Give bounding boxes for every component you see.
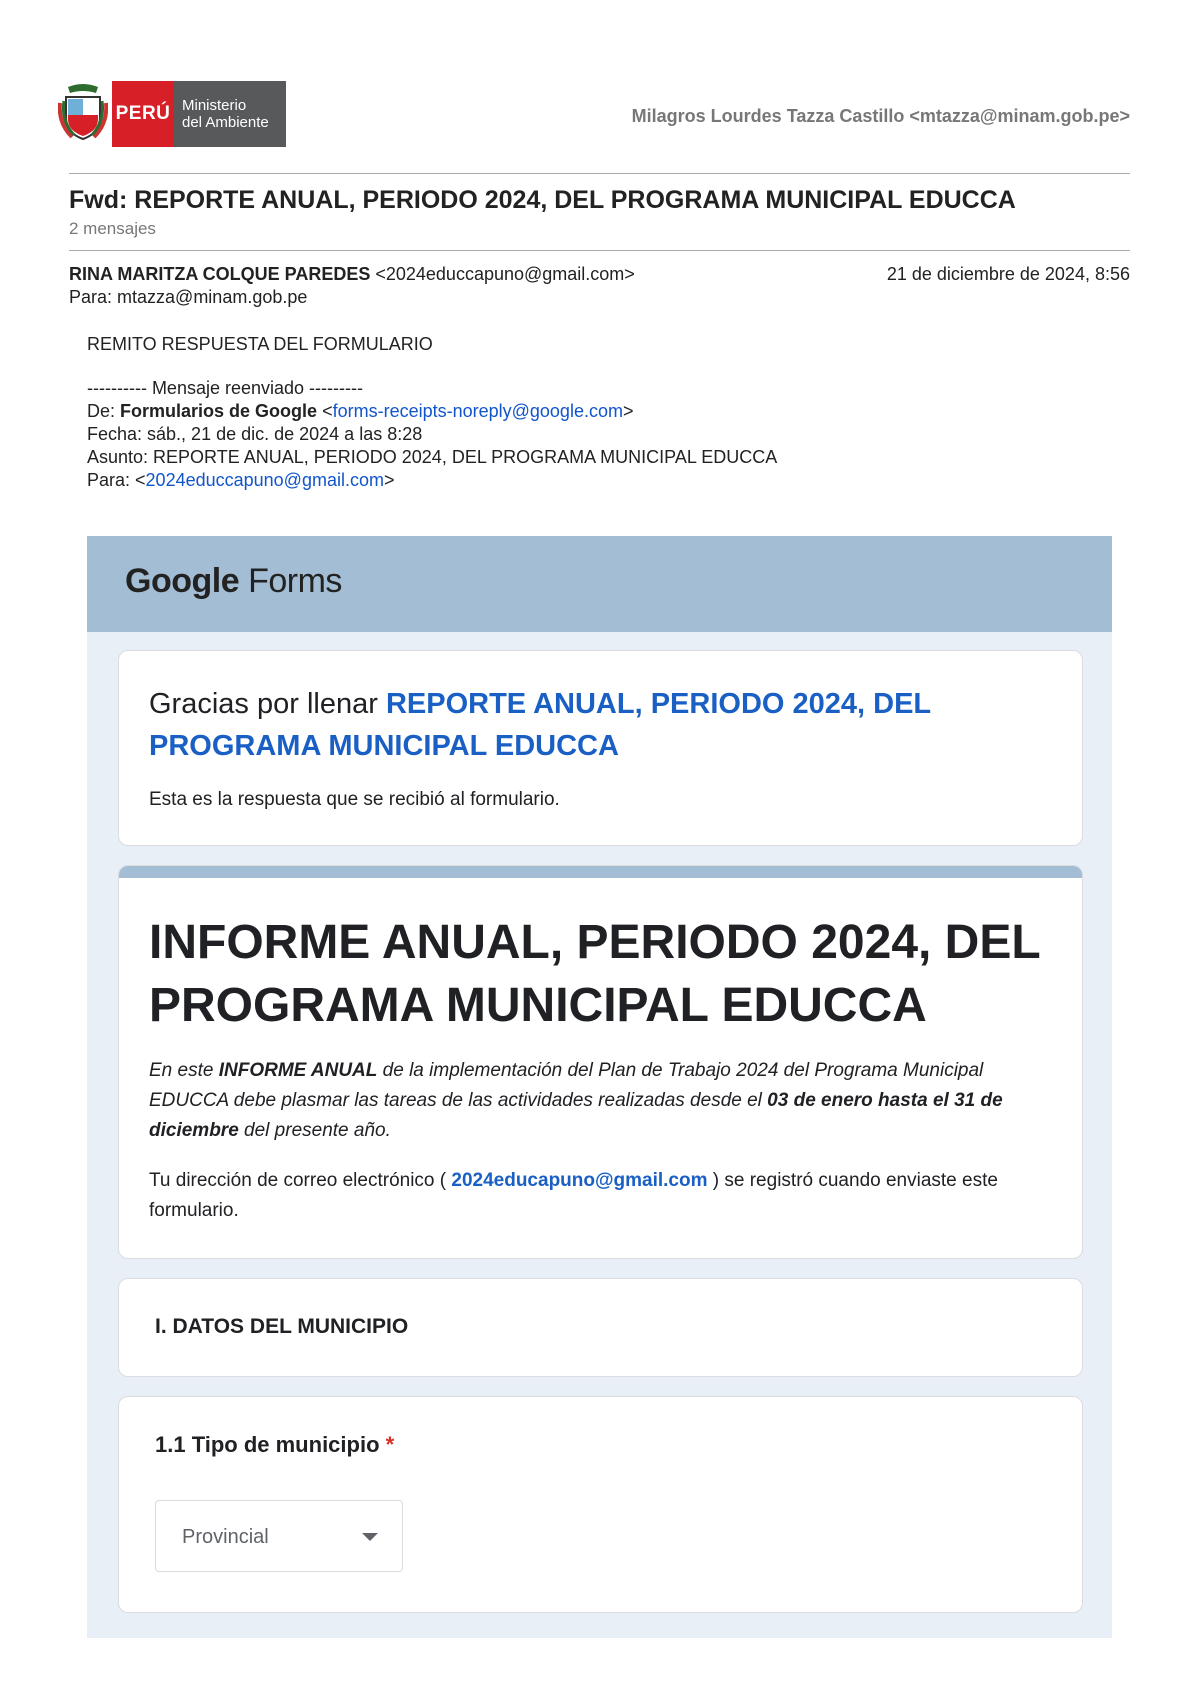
- fwd-to: Para: <2024educcapuno@gmail.com>: [87, 470, 395, 490]
- fwd-header: ---------- Mensaje reenviado ---------: [87, 378, 363, 398]
- fwd-from: De: Formularios de Google <forms-receipts-noreply@google.com>: [87, 401, 634, 421]
- from-name: RINA MARITZA COLQUE PAREDES: [69, 264, 371, 284]
- logo-ministry-line2: del Ambiente: [182, 114, 269, 131]
- email-suffix: ) se registró cuando enviaste este formulario.: [149, 1170, 998, 1221]
- select-value: Provincial: [182, 1526, 269, 1548]
- logo-ministry-line1: Ministerio: [182, 97, 247, 114]
- thread-subject: Fwd: REPORTE ANUAL, PERIODO 2024, DEL PROGRAMA MUNICIPAL EDUCCA: [69, 186, 1016, 214]
- fwd-to-email-link[interactable]: 2024educcapuno@gmail.com: [145, 470, 384, 490]
- form-name-link[interactable]: REPORTE ANUAL, PERIODO 2024, DEL PROGRAMA MUNICIPAL EDUCCA: [149, 688, 931, 762]
- fwd-from-email-link[interactable]: forms-receipts-noreply@google.com: [332, 401, 623, 421]
- peru-crest-icon: [58, 83, 108, 145]
- logo-ministry: [174, 81, 286, 147]
- thanks-card: [118, 650, 1083, 846]
- logo-country: PERÚ: [112, 81, 174, 147]
- email-prefix: Tu dirección de correo electrónico (: [149, 1170, 452, 1191]
- question-title: [155, 1432, 394, 1458]
- form-title-card: [118, 865, 1083, 1259]
- desc-part: de la implementación del Plan de Trabajo 2024 del Programa Municipal EDUCCA debe plasmar las tareas de las actividades realizadas desde el: [149, 1060, 984, 1111]
- desc-bold: 03 de enero hasta el 31 de diciembre: [149, 1090, 1003, 1141]
- fwd-to-label: Para:: [87, 470, 131, 490]
- recorded-email: 2024educapuno@gmail.com: [451, 1170, 708, 1191]
- desc-part: En este: [149, 1060, 219, 1081]
- message-body-line: REMITO RESPUESTA DEL FORMULARIO: [87, 334, 433, 354]
- section-card: [118, 1278, 1083, 1377]
- fwd-subject: Asunto: REPORTE ANUAL, PERIODO 2024, DEL PROGRAMA MUNICIPAL EDUCCA: [87, 447, 778, 467]
- thanks-text: [149, 683, 1029, 767]
- from-email: <2024educcapuno@gmail.com>: [375, 264, 635, 284]
- form-description: [149, 1056, 1029, 1146]
- account-name: Milagros Lourdes Tazza Castillo <mtazza@minam.gob.pe>: [631, 106, 1130, 126]
- required-mark: *: [385, 1432, 395, 1457]
- form-title: INFORME ANUAL, PERIODO 2024, DEL PROGRAMA MUNICIPAL EDUCCA: [149, 916, 1040, 1032]
- question-label: 1.1 Tipo de municipio: [155, 1432, 380, 1457]
- google-forms-logo: [125, 562, 342, 601]
- divider: [69, 250, 1130, 251]
- message-to: Para: mtazza@minam.gob.pe: [69, 287, 308, 307]
- desc-bold: INFORME ANUAL: [218, 1060, 378, 1081]
- ministry-logo: [58, 81, 286, 147]
- card-accent-bar: [119, 866, 1082, 878]
- thanks-subtext: Esta es la respuesta que se recibió al formulario.: [149, 789, 560, 810]
- fwd-from-label: De:: [87, 401, 116, 421]
- recorded-email-note: [149, 1166, 1049, 1226]
- brand-forms: Forms: [248, 562, 342, 600]
- thanks-prefix: Gracias por llenar: [149, 688, 386, 720]
- question-card: [118, 1396, 1083, 1613]
- message-date: 21 de diciembre de 2024, 8:56: [886, 264, 1130, 284]
- brand-google: Google: [125, 562, 240, 600]
- message-count: 2 mensajes: [69, 219, 156, 238]
- fwd-date: Fecha: sáb., 21 de dic. de 2024 a las 8:28: [87, 424, 423, 444]
- divider: [69, 173, 1130, 174]
- dropdown-arrow-icon: [362, 1533, 378, 1541]
- message-from: [69, 264, 635, 285]
- section-title: I. DATOS DEL MUNICIPIO: [155, 1315, 409, 1338]
- fwd-from-name: Formularios de Google: [120, 401, 318, 421]
- forwarded-block: [87, 377, 777, 492]
- desc-part: del presente año.: [238, 1120, 391, 1141]
- municipio-type-select[interactable]: [155, 1500, 403, 1572]
